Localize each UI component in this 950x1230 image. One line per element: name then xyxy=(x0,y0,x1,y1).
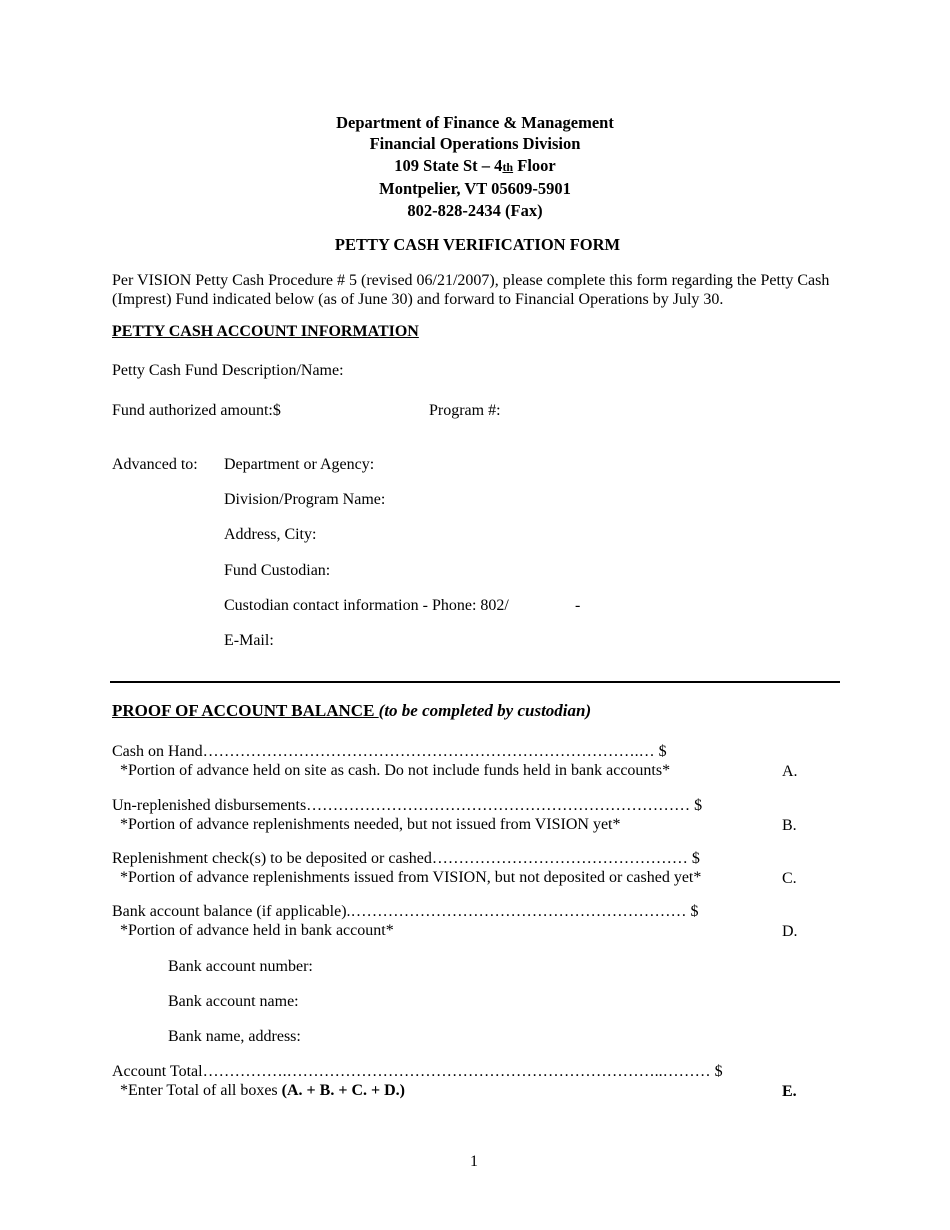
address-label: Address, City: xyxy=(224,526,317,543)
account-total-formula: (A. + B. + C. + D.) xyxy=(281,1082,405,1099)
proof-heading-note: (to be completed by custodian) xyxy=(378,701,592,720)
bank-address-label: Bank name, address: xyxy=(168,1028,301,1045)
proof-heading xyxy=(112,701,591,721)
unreplenished-line: Un-replenished disbursements……………………………………………………………… $ xyxy=(112,797,703,814)
header-department: Department of Finance & Management xyxy=(336,113,614,132)
account-total-line: Account Total…………….……………………………………………………………..……… $ xyxy=(112,1063,723,1080)
email-label: E-Mail: xyxy=(224,632,274,649)
page-number: 1 xyxy=(470,1153,478,1170)
proof-heading-text: PROOF OF ACCOUNT BALANCE xyxy=(112,701,379,720)
bank-number-label: Bank account number: xyxy=(168,958,313,975)
account-info-heading: PETTY CASH ACCOUNT INFORMATION xyxy=(112,323,419,340)
fund-description-label: Petty Cash Fund Description/Name: xyxy=(112,362,344,379)
header-city: Montpelier, VT 05609-5901 xyxy=(379,179,571,199)
cash-on-hand-note: *Portion of advance held on site as cash. Do not include funds held in bank accounts* xyxy=(120,762,671,779)
box-d-label: D. xyxy=(782,923,798,940)
unreplenished-note: *Portion of advance replenishments needed, but not issued from VISION yet* xyxy=(120,816,621,833)
contact-dash: - xyxy=(575,597,581,614)
account-total-note-text: *Enter Total of all boxes xyxy=(120,1082,282,1099)
replenishment-line: Replenishment check(s) to be deposited or cashed………………………………………… $ xyxy=(112,850,700,867)
advanced-to-label: Advanced to: xyxy=(112,456,198,473)
box-a-label: A. xyxy=(782,763,798,780)
header-address-ordinal: th xyxy=(502,159,514,174)
contact-label: Custodian contact information - Phone: 802/ xyxy=(224,597,509,614)
form-title: PETTY CASH VERIFICATION FORM xyxy=(334,235,621,254)
replenishment-note: *Portion of advance replenishments issued from VISION, but not deposited or cashed yet* xyxy=(120,869,702,886)
header-address-street: 109 State St – 4 xyxy=(394,155,503,175)
header-fax: 802-828-2434 (Fax) xyxy=(407,200,543,220)
header-address xyxy=(0,155,950,178)
letterhead xyxy=(0,112,950,221)
section-divider xyxy=(110,681,840,683)
bank-name-label: Bank account name: xyxy=(168,993,299,1010)
box-e-label: E. xyxy=(782,1083,797,1100)
bank-balance-line: Bank account balance (if applicable).……………………………………………………… $ xyxy=(112,903,699,920)
intro-text: Per VISION Petty Cash Procedure # 5 (revised 06/21/2007), please complete this form regarding the Petty Cash (Imprest) Fund indicated below (as of June 30) and forward to Financial Operations by July 30. xyxy=(112,272,830,308)
box-c-label: C. xyxy=(782,870,797,887)
fund-amount-label: Fund authorized amount:$ xyxy=(112,402,281,419)
division-label: Division/Program Name: xyxy=(224,491,386,508)
custodian-label: Fund Custodian: xyxy=(224,562,331,579)
cash-on-hand-line: Cash on Hand……………………………………………………………………….… $ xyxy=(112,743,667,760)
box-b-label: B. xyxy=(782,817,797,834)
program-label: Program #: xyxy=(429,402,501,419)
header-division: Financial Operations Division xyxy=(369,134,581,154)
header-address-floor: Floor xyxy=(513,155,556,175)
department-label: Department or Agency: xyxy=(224,456,375,473)
bank-balance-note: *Portion of advance held in bank account* xyxy=(120,922,394,939)
account-total-note xyxy=(120,1082,405,1100)
